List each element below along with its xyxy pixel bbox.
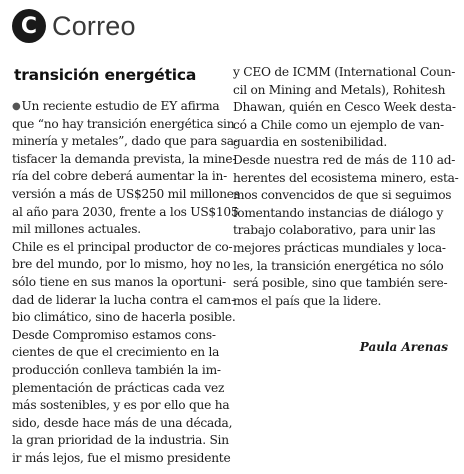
bullet-icon: ● bbox=[12, 101, 21, 112]
text-line: guardia en sostenibilidad. bbox=[233, 135, 387, 150]
text-line: ●Un reciente estudio de EY afirma bbox=[12, 99, 220, 113]
text-line: Desde Compromiso estamos cons- bbox=[12, 327, 216, 342]
masthead bbox=[12, 8, 136, 44]
text-line: mil millones actuales. bbox=[12, 222, 141, 237]
text-line: plementación de prácticas cada vez bbox=[12, 380, 225, 395]
article-column-left bbox=[12, 98, 240, 467]
text-line: Chile es el principal productor de co- bbox=[12, 239, 233, 254]
text-line: có a Chile como un ejemplo de van- bbox=[233, 117, 444, 132]
text-line: trabajo colaborativo, para unir las bbox=[233, 223, 436, 238]
text-line: bre del mundo, por lo mismo, hoy no bbox=[12, 257, 231, 272]
author-signature: Paula Arenas bbox=[359, 340, 448, 354]
article-title: transición energética bbox=[14, 66, 197, 84]
section-logo: C bbox=[12, 9, 46, 43]
text-line: cil on Mining and Metals), Rohitesh bbox=[233, 82, 446, 97]
text-line: más sostenibles, y es por ello que ha bbox=[12, 398, 230, 413]
section-name: Correo bbox=[52, 10, 136, 41]
text-line: Dhawan, quién en Cesco Week destа- bbox=[233, 100, 456, 115]
text-line: herentes del ecosistema minero, esta- bbox=[233, 170, 459, 185]
text-line: les, la transición energética no sólo bbox=[233, 258, 444, 273]
text-line: y CEO de ICMM (International Coun- bbox=[233, 65, 456, 79]
text-line: ría del cobre deberá aumentar la in- bbox=[12, 169, 228, 184]
text-line: ir más lejos, fue el mismo presidente bbox=[12, 450, 231, 465]
text-line: producción conlleva también la im- bbox=[12, 362, 221, 377]
text-line: versión a más de US$250 mil millones bbox=[12, 186, 240, 201]
text-line: tisfacer la demanda prevista, la mine- bbox=[12, 151, 237, 166]
text-line: será posible, sino que también sere- bbox=[233, 276, 448, 291]
text-line: mos convencidos de que si seguimos bbox=[233, 188, 452, 203]
text-line: sido, desde hace más de una década, bbox=[12, 415, 233, 430]
text-line: dad de liderar la lucha contra el cam- bbox=[12, 292, 235, 307]
text-line: al año para 2030, frente a los US$105 bbox=[12, 204, 239, 219]
text-line: que “no hay transición energética sin bbox=[12, 116, 235, 131]
text-line: Desde nuestra red de más de 110 ad- bbox=[233, 152, 456, 167]
text-line: bio climático, sino de hacerla posible. bbox=[12, 310, 236, 325]
text-line: la gran prioridad de la industria. Sin bbox=[12, 433, 229, 448]
text-line: mos el país que la lidere. bbox=[233, 293, 382, 308]
text-line: cientes de que el crecimiento en la bbox=[12, 345, 220, 360]
text-line: minería y metales”, dado que para sa- bbox=[12, 134, 238, 149]
article-column-right bbox=[233, 64, 459, 310]
text-line: mejores prácticas mundiales y loca- bbox=[233, 240, 446, 255]
text-line: fomentando instancias de diálogo y bbox=[233, 205, 444, 220]
text-line: sólo tiene en sus manos la oportuni- bbox=[12, 274, 226, 289]
